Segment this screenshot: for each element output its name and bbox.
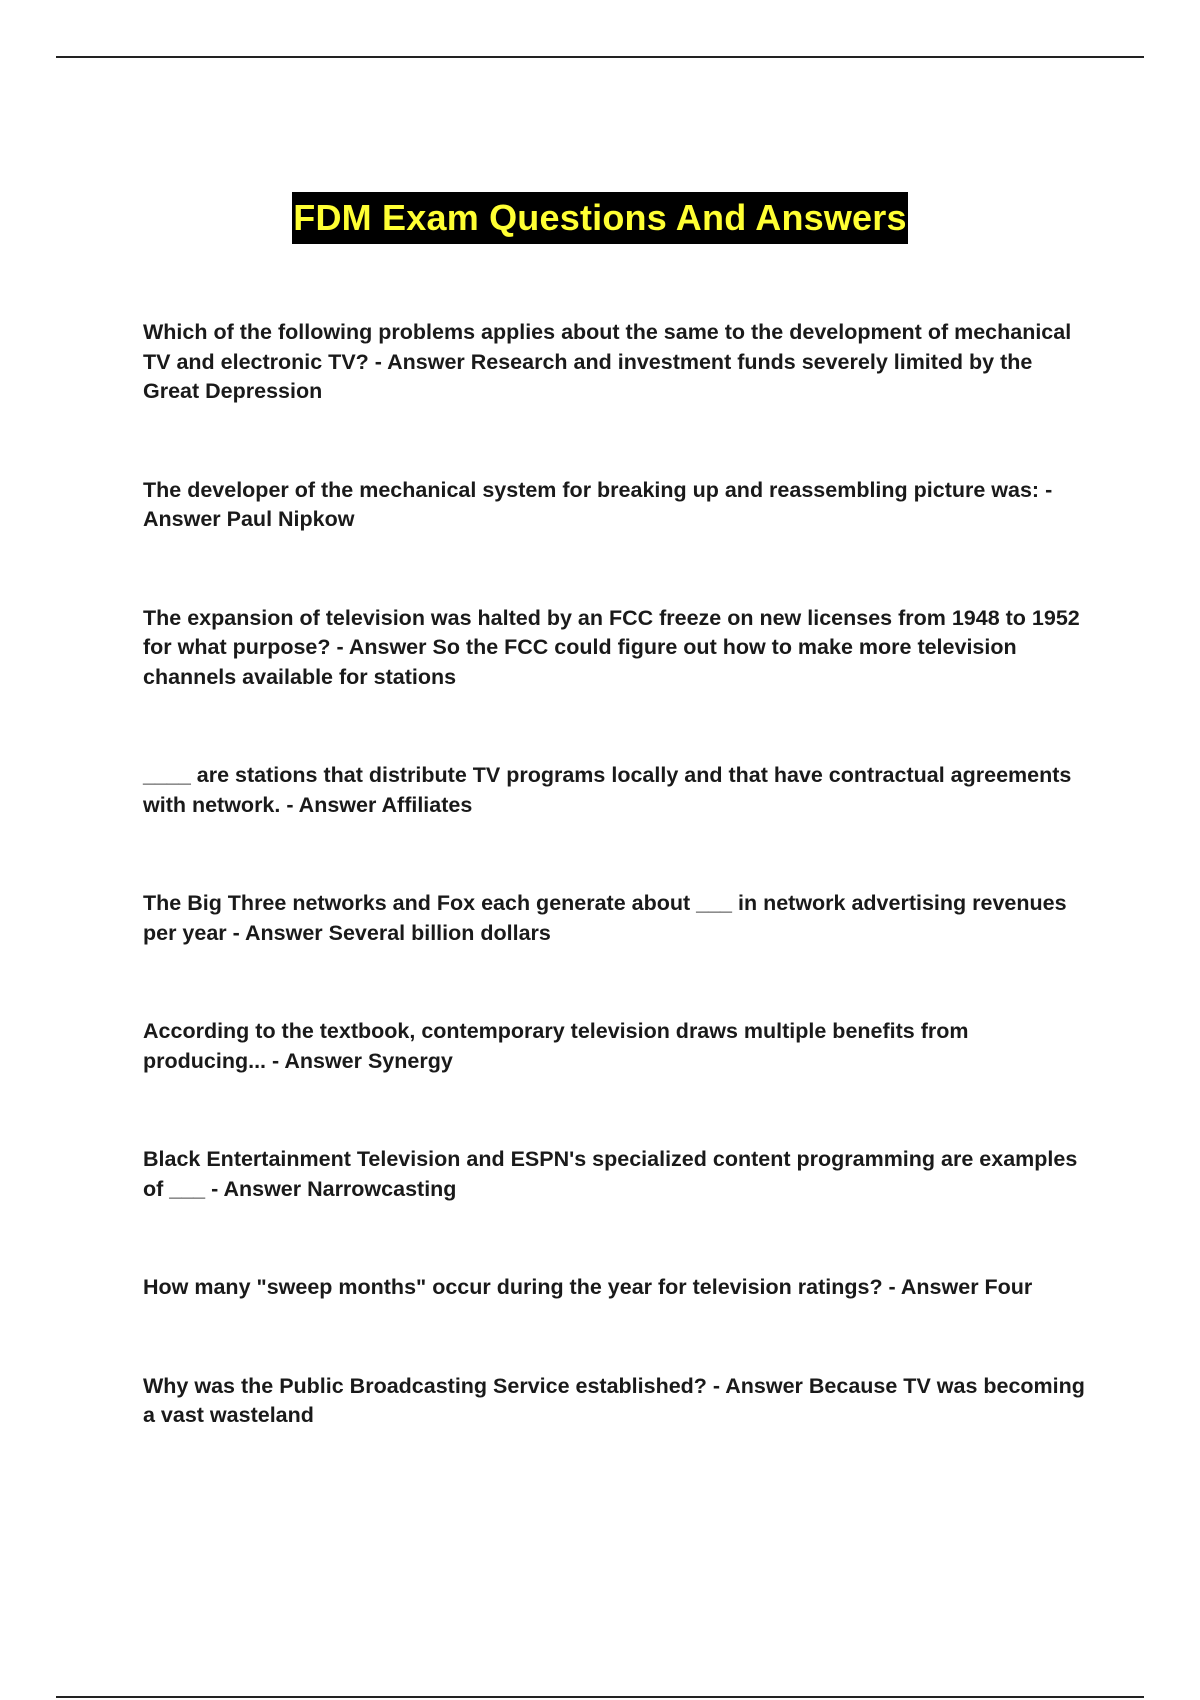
- qa-item: According to the textbook, contemporary television draws multiple benefits from producing... - Answer Synergy: [143, 1019, 969, 1073]
- qa-item: Why was the Public Broadcasting Service established? - Answer Because TV was becoming a vast wasteland: [143, 1373, 1085, 1427]
- top-divider: [56, 56, 1144, 58]
- bottom-divider: [56, 1696, 1144, 1698]
- qa-item: Which of the following problems applies about the same to the development of mechanical TV and electronic TV? - Answer Research and investment funds severely limited by the Great Depression: [143, 320, 1072, 403]
- qa-item: Black Entertainment Television and ESPN's specialized content programming are examples of ___ - Answer Narrowcasting: [143, 1147, 1078, 1201]
- qa-item: The expansion of television was halted by an FCC freeze on new licenses from 1948 to 1952 for what purpose? - Answer So the FCC could figure out how to make more television channels available for stations: [143, 605, 1080, 689]
- qa-item: The Big Three networks and Fox each generate about ___ in network advertising revenues per year - Answer Several billion dollars: [143, 891, 1067, 945]
- qa-item: ____ are stations that distribute TV programs locally and that have contractual agreements with network. - Answer Affiliates: [143, 763, 1072, 817]
- qa-list: [143, 318, 1088, 1431]
- page-title: FDM Exam Questions And Answers: [292, 192, 907, 244]
- qa-item: How many "sweep months" occur during the year for television ratings? - Answer Four: [143, 1275, 1033, 1299]
- title-container: [0, 192, 1200, 244]
- qa-item: The developer of the mechanical system for breaking up and reassembling picture was: - Answer Paul Nipkow: [143, 477, 1053, 531]
